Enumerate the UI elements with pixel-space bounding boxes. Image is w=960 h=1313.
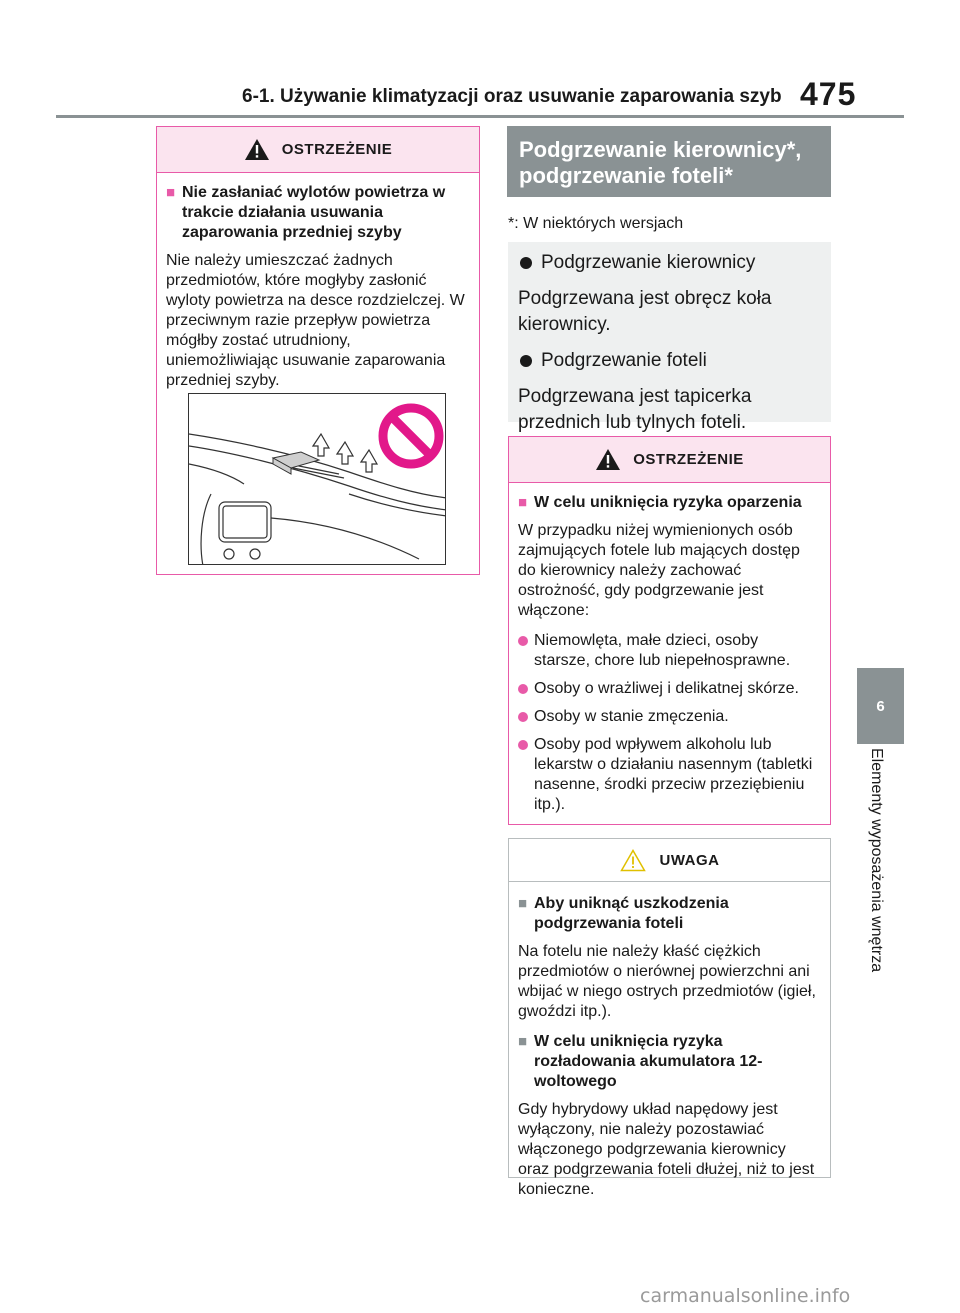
chapter-title: Elementy wyposażenia wnętrza: [868, 748, 885, 973]
notice-body: [509, 882, 830, 1216]
page-number: 475: [800, 76, 857, 112]
warning-box-burns: [508, 436, 831, 825]
watermark: carmanualsonline.info: [640, 1285, 851, 1307]
notice-header: [509, 839, 830, 882]
warning-heading: OSTRZEŻENIE: [633, 451, 744, 468]
list-item-text: Osoby o wrażliwej i delikatnej skórze.: [534, 680, 799, 697]
pink-dot-icon: [518, 712, 528, 722]
warning-subheading: W celu uniknięcia ryzyka oparzenia: [534, 494, 802, 511]
notice-text: Gdy hybrydowy układ napędowy jest wyłączony, nie należy pozostawiać włączonego podgrzewania kierownicy oraz podgrzewania foteli dłużej, niż to jest konieczne.: [518, 1101, 815, 1198]
warning-triangle-icon: [595, 448, 621, 471]
list-item-text: Osoby w stanie zmęczenia.: [534, 708, 729, 725]
feature-seat-title-row: [518, 350, 821, 372]
warning-body: [509, 483, 830, 833]
square-bullet-icon: ■: [518, 895, 528, 912]
section-heading: Podgrzewanie kierownicy*, podgrzewanie foteli*: [507, 126, 831, 197]
bullet-dot-icon: [520, 257, 532, 269]
dashboard-illustration: [188, 393, 446, 565]
list-item: [518, 679, 818, 699]
feature-steering-text: Podgrzewana jest obręcz koła kierownicy.: [518, 288, 772, 335]
warning-text: Nie należy umieszczać żadnych przedmiotów, które mogłyby zasłonić wyloty powietrza na desce rozdzielczej. W przeciwnym razie przepływ powietrza mógłby zostać utrudniony, uniemożliwiając usuwanie zaparowania przedniej szyby.: [166, 252, 465, 389]
header-rule: [56, 115, 904, 118]
dashboard-vents-drawing: [189, 394, 446, 565]
list-item: [518, 707, 818, 727]
list-item-text: Niemowlęta, małe dzieci, osoby starsze, chore lub niepełnosprawne.: [534, 632, 791, 669]
square-bullet-icon: ■: [518, 494, 528, 511]
caution-triangle-icon: [620, 849, 646, 872]
notice-heading: UWAGA: [659, 851, 720, 869]
list-item-text: Osoby pod wpływem alkoholu lub lekarstw o działaniu nasennym (tabletki nasenne, środki przeciw przeziębieniu itp.).: [534, 736, 813, 813]
warning-header: [509, 437, 830, 483]
square-bullet-icon: ■: [166, 184, 176, 201]
list-item: [518, 735, 818, 815]
list-item: [518, 631, 818, 671]
warning-header: [157, 127, 479, 173]
notice-subheading-row: [518, 1032, 818, 1092]
notice-subheading: Aby uniknąć uszkodzenia podgrzewania foteli: [534, 895, 729, 932]
feature-steering-title: Podgrzewanie kierownicy: [541, 252, 756, 273]
pink-dot-icon: [518, 740, 528, 750]
footnote: *: W niektórych wersjach: [508, 215, 684, 232]
feature-seat-title: Podgrzewanie foteli: [541, 350, 707, 371]
warning-triangle-icon: [244, 138, 270, 161]
bullet-dot-icon: [520, 355, 532, 367]
notice-box: [508, 838, 831, 1198]
warning-subheading: Nie zasłaniać wylotów powietrza w trakcie działania usuwania zaparowania przedniej szyby: [182, 184, 446, 241]
warning-text: W przypadku niżej wymienionych osób zajmujących fotele lub mających dostęp do kierownicy należy zachować ostrożność, gdy podgrzewanie jest włączone:: [518, 522, 800, 619]
pink-dot-icon: [518, 684, 528, 694]
warning-subheading-row: [518, 493, 818, 513]
notice-text: Na fotelu nie należy kłaść ciężkich przedmiotów o nierównej powierzchni ani wbijać w niego ostrych przedmiotów (igieł, gwoździ itp.).: [518, 943, 816, 1020]
feature-steering-title-row: [518, 252, 821, 274]
feature-seat-text: Podgrzewana jest tapicerka przednich lub tylnych foteli.: [518, 386, 752, 433]
warning-subheading-row: [166, 183, 467, 243]
feature-panel: [508, 242, 831, 433]
notice-subheading: W celu uniknięcia ryzyka rozładowania akumulatora 12-woltowego: [534, 1033, 763, 1090]
warning-heading: OSTRZEŻENIE: [281, 141, 393, 158]
section-title: 6-1. Używanie klimatyzacji oraz usuwanie zaparowania szyb: [242, 86, 782, 107]
warning-body: [157, 173, 479, 407]
square-bullet-icon: ■: [518, 1033, 528, 1050]
prohibited-icon: [383, 408, 439, 464]
notice-subheading-row: [518, 894, 818, 934]
chapter-tab[interactable]: 6: [857, 668, 904, 744]
pink-dot-icon: [518, 636, 528, 646]
